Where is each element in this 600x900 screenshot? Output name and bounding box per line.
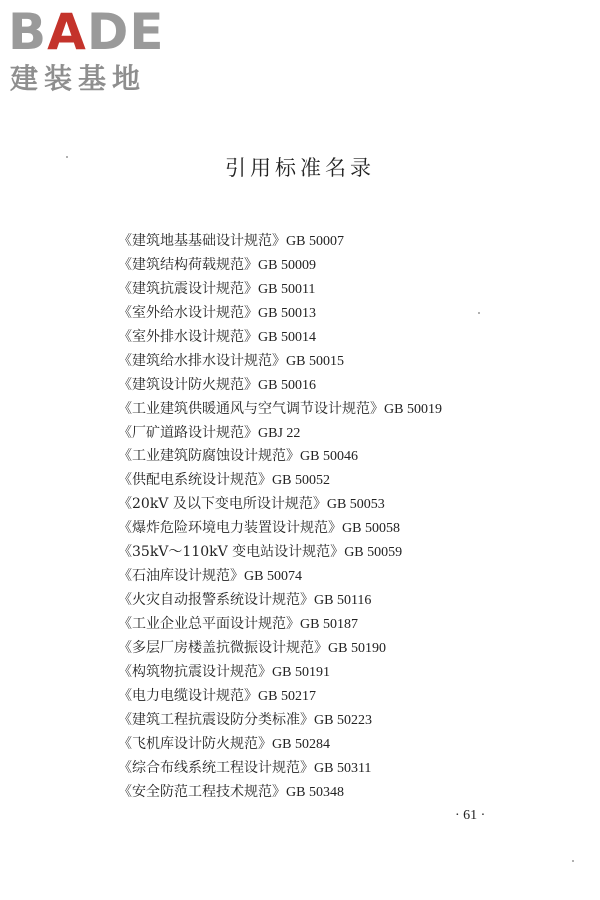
reference-code: GB 50052 [272,473,330,489]
reference-item [118,350,442,374]
reference-item [118,374,442,398]
reference-title: 《多层厂房楼盖抗微振设计规范》 [118,639,328,656]
reference-item [118,733,442,757]
reference-title: 《35kV～110kV 变电站设计规范》 [118,544,345,561]
reference-item [118,469,442,493]
reference-code: GB 50009 [258,257,316,273]
reference-title: 《建筑结构荷载规范》 [118,256,258,273]
reference-item [118,278,442,302]
reference-item [118,589,442,613]
logo-letters-de: DE [86,3,165,61]
reference-item [118,613,442,637]
reference-item [118,302,442,326]
reference-code: GBJ 22 [258,425,301,441]
reference-title: 《建筑设计防火规范》 [118,376,258,393]
reference-item [118,685,442,709]
reference-title: 《工业建筑供暖通风与空气调节设计规范》 [118,400,384,417]
reference-title: 《石油库设计规范》 [118,568,244,585]
reference-title: 《室外排水设计规范》 [118,328,258,345]
reference-title: 《工业企业总平面设计规范》 [118,616,300,632]
reference-code: GB 50223 [314,712,372,728]
reference-code: GB 50013 [258,305,316,321]
reference-title: 《飞机库设计防火规范》 [118,735,272,752]
reference-title: 《构筑物抗震设计规范》 [118,663,272,680]
reference-code: GB 50311 [314,760,372,776]
reference-code: GB 50058 [342,521,400,537]
reference-title: 《安全防范工程技术规范》 [118,783,286,800]
reference-title: 《供配电系统设计规范》 [118,472,272,489]
reference-code: GB 50015 [286,353,344,369]
reference-item [118,493,442,517]
reference-item [118,637,442,661]
reference-item [118,565,442,589]
reference-title: 《建筑地基基础设计规范》 [118,233,286,249]
reference-title: 《综合布线系统工程设计规范》 [118,759,314,776]
scan-speck [478,312,480,314]
reference-title: 《室外给水设计规范》 [118,304,258,321]
reference-list [118,230,442,805]
reference-item [118,517,442,541]
logo-letter-b: B [8,3,48,61]
reference-code: GB 50074 [244,569,302,585]
reference-title: 《20kV 及以下变电所设计规范》 [118,496,327,513]
reference-item [118,230,442,254]
scan-speck [572,860,574,862]
reference-code: GB 50284 [272,736,330,752]
reference-item [118,422,442,446]
bade-logo [8,3,178,96]
scan-speck [66,156,68,158]
reference-item [118,398,442,422]
reference-item [118,757,442,781]
reference-code: GB 50059 [344,545,403,561]
reference-item [118,661,442,685]
reference-code: GB 50191 [272,664,330,680]
reference-title: 《建筑抗震设计规范》 [118,280,258,297]
logo-wordmark [8,3,165,61]
logo-letter-a: A [47,3,87,61]
page-number: · 61 · [455,808,486,823]
reference-title: 《电力电缆设计规范》 [118,687,258,704]
reference-code: GB 50348 [286,784,344,800]
reference-item [118,326,442,350]
reference-code: GB 50187 [300,617,358,632]
reference-item [118,541,442,565]
reference-code: GB 50053 [326,497,385,513]
logo-subtitle: 建装基地 [10,62,147,95]
reference-code: GB 50016 [258,377,316,393]
reference-code: GB 50011 [258,281,316,297]
reference-item [118,445,442,469]
reference-code: GB 50217 [258,688,316,704]
reference-code: GB 50014 [258,329,316,345]
reference-code: GB 50116 [314,593,372,609]
reference-item [118,709,442,733]
reference-title: 《工业建筑防腐蚀设计规范》 [118,448,300,465]
reference-code: GB 50190 [328,640,386,656]
reference-code: GB 50019 [384,401,442,417]
page-title: 引用标准名录 [225,156,375,180]
reference-title: 《建筑给水排水设计规范》 [118,352,286,369]
reference-title: 《火灾自动报警系统设计规范》 [118,592,314,609]
reference-title: 《爆炸危险环境电力装置设计规范》 [118,520,342,537]
reference-title: 《建筑工程抗震设防分类标准》 [118,711,314,728]
reference-title: 《厂矿道路设计规范》 [118,424,258,441]
reference-code: GB 50007 [286,234,344,249]
reference-item [118,781,442,805]
reference-code: GB 50046 [300,449,358,465]
reference-item [118,254,442,278]
